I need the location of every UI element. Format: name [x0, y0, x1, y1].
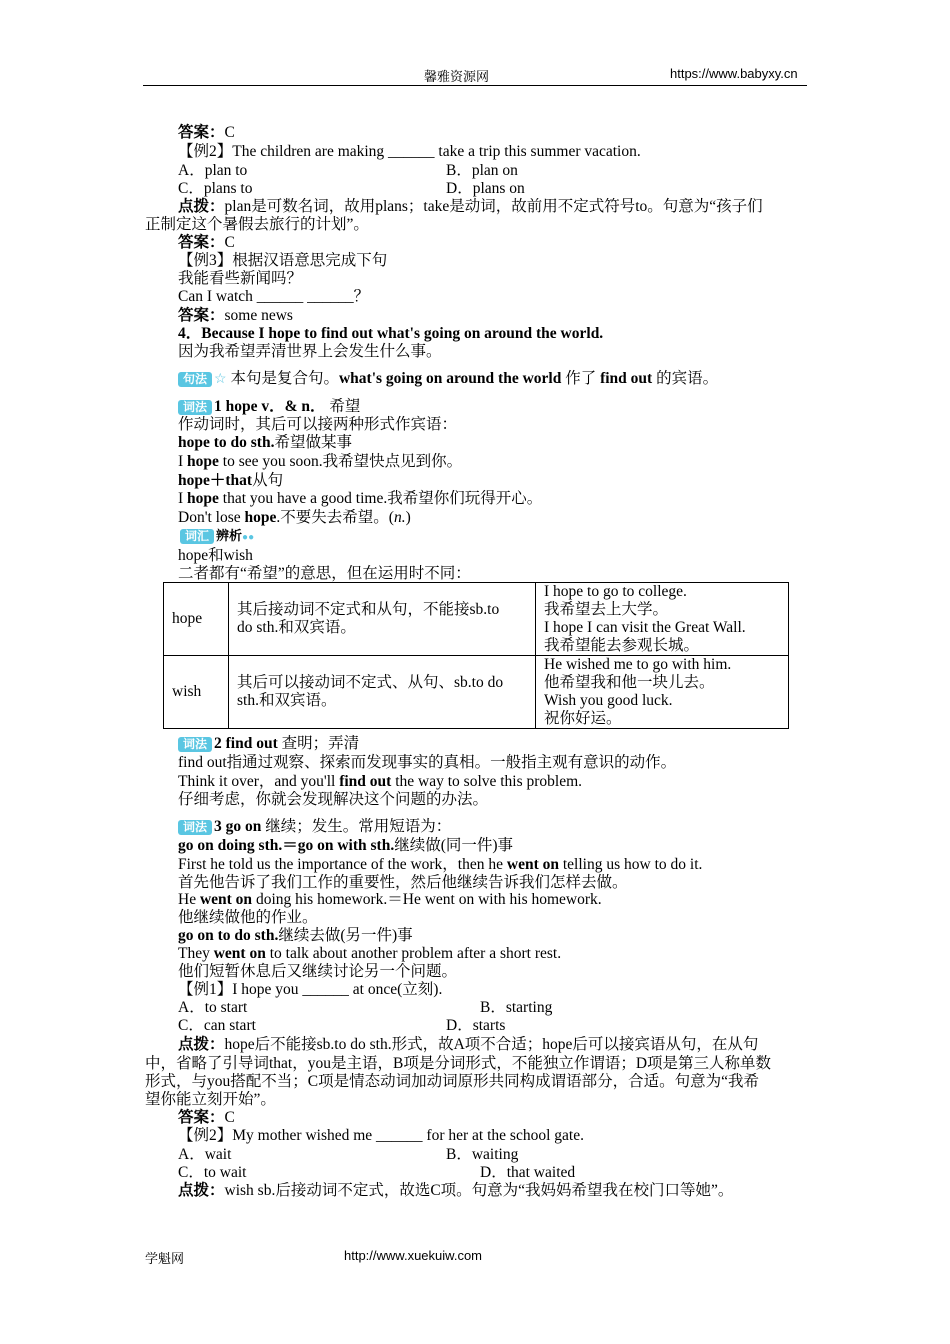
word-1-line-5: I hope that you have a good time.我希望你们玩得开心。 — [178, 490, 543, 507]
word-3-line-6: go on to do sth.继续去做(另一件)事 — [178, 927, 413, 944]
option-a: A．to start — [178, 999, 248, 1016]
option-b: B．starting — [480, 999, 553, 1016]
table-cell-description: 其后接动词不定式和从句，不能接sb.to do sth.和双宾语。 — [229, 583, 536, 656]
table-row — [164, 656, 789, 729]
footer-site-name: 学魁网 — [145, 1251, 185, 1266]
answer-line: 答案：C — [178, 124, 235, 141]
word-3-line-1: go on doing sth.＝go on with sth.继续做(同一件)事 — [178, 837, 514, 854]
tip-line-1: 点拨：hope后不能接sb.to do sth.形式，故A项不合适；hope后可以接宾语从句，在从句 — [178, 1036, 759, 1053]
word-3-line-7: They went on to talk about another problem after a short rest. — [178, 945, 562, 962]
option-d: D．starts — [446, 1017, 506, 1034]
dots-icon: ●● — [242, 532, 255, 543]
word-1-line-6: Don't lose hope.不要失去希望。(n.) — [178, 509, 411, 526]
option-a: A．plan to — [178, 162, 248, 179]
option-c: C．can start — [178, 1017, 256, 1034]
word-badge: 词法 — [178, 737, 212, 752]
answer-line: 答案：C — [178, 234, 235, 251]
option-d: D．that waited — [480, 1164, 576, 1181]
example-3-chinese: 我能看些新闻吗？ — [178, 270, 303, 287]
table-cell-word: wish — [164, 656, 229, 729]
example-2b-question: 【例2】My mother wished me ______ for her at the school gate. — [178, 1127, 584, 1144]
word-2-line-2: Think it over，and you'll find out the way to solve this problem. — [178, 773, 583, 790]
header-url[interactable]: https://www.babyxy.cn — [670, 66, 798, 81]
option-b: B．plan on — [446, 162, 518, 179]
tip-line-4: 望你能立刻开始”。 — [145, 1091, 276, 1108]
syntax-badge: 句法 — [178, 372, 212, 387]
footer-url[interactable]: http://www.xuekuiw.com — [344, 1248, 482, 1263]
word-3-line-8: 他们短暂休息后又继续讨论另一个问题。 — [178, 963, 458, 980]
word-1-line-2: hope to do sth.希望做某事 — [178, 434, 352, 451]
word-1-line-3: I hope to see you soon.我希望快点见到你。 — [178, 453, 463, 470]
option-c: C．to wait — [178, 1164, 247, 1181]
option-a: A．wait — [178, 1146, 232, 1163]
example-1-question: 【例1】I hope you ______ at once(立刻). — [178, 981, 443, 998]
header-divider — [143, 85, 807, 86]
word-3-line-4: He went on doing his homework.＝He went on with his homework. — [178, 891, 602, 908]
table-row — [164, 583, 789, 656]
word-1-line-8: 二者都有“希望”的意思，但在运用时不同： — [178, 565, 471, 582]
word-3-line-5: 他继续做他的作业。 — [178, 909, 318, 926]
example-3-english: Can I watch ______ ______？ — [178, 288, 370, 305]
tip-line-1: 点拨：wish sb.后接动词不定式，故选C项。句意为“我妈妈希望我在校门口等她”。 — [178, 1182, 734, 1199]
star-icon: ☆ — [214, 372, 227, 387]
word-3-line-2: First he told us the importance of the work，then he went on telling us how to do it. — [178, 856, 703, 873]
table-cell-description: 其后可以接动词不定式、从句、sb.to do sth.和双宾语。 — [229, 656, 536, 729]
syntax-note: 句法 ☆ 本句是复合句。what's going on around the world 作了 find out 的宾语。 — [178, 370, 718, 389]
word-badge: 词法 — [178, 820, 212, 835]
word-1-line-1: 作动词时，其后可以接两种形式作宾语： — [178, 416, 458, 433]
vocab-badge: 词汇 — [180, 529, 214, 544]
tip-line-3: 形式，与you搭配不当；C项是情态动词加动词原形共同构成谓语部分，合适。句意为“我希 — [145, 1073, 759, 1090]
word-3-heading: 词法 3 go on 继续；发生。常用短语为： — [178, 818, 451, 836]
word-3-line-3: 首先他告诉了我们工作的重要性，然后他继续告诉我们怎样去做。 — [178, 874, 628, 891]
option-d: D．plans on — [446, 180, 525, 197]
word-2-line-1: find out指通过观察、探索而发现事实的真相。一般指主观有意识的动作。 — [178, 754, 677, 771]
answer-line: 答案：some news — [178, 307, 293, 324]
tip-line-1: 点拨：plan是可数名词，故用plans；take是动词，故前用不定式符号to。句意为“孩子们 — [178, 198, 763, 215]
answer-line: 答案：C — [178, 1109, 235, 1126]
table-cell-examples: I hope to go to college. 我希望去上大学。 I hope I can visit the Great Wall. 我希望能去参观长城。 — [536, 583, 789, 656]
word-1-line-4: hope＋that从句 — [178, 472, 284, 489]
option-b: B．waiting — [446, 1146, 519, 1163]
example-2-question: 【例2】The children are making ______ take a trip this summer vacation. — [178, 143, 641, 160]
word-badge: 词法 — [178, 400, 212, 415]
option-c: C．plans to — [178, 180, 253, 197]
table-cell-word: hope — [164, 583, 229, 656]
example-3-question: 【例3】根据汉语意思完成下句 — [178, 252, 388, 269]
word-2-heading: 词法 2 find out 查明；弄清 — [178, 735, 359, 753]
comparison-table — [163, 582, 789, 729]
sentence-4-english: 4．Because I hope to find out what's going on around the world. — [178, 325, 604, 342]
tip-line-2: 中，省略了引导词that，you是主语，B项是分词形式，不能独立作谓语；D项是第三人称单数 — [145, 1055, 772, 1072]
sentence-4-chinese: 因为我希望弄清世界上会发生什么事。 — [178, 343, 442, 360]
vocab-analysis-heading: 词汇 辨析●● — [180, 527, 254, 547]
table-cell-examples: He wished me to go with him. 他希望我和他一块儿去。 Wish you good luck. 祝你好运。 — [536, 656, 789, 729]
word-1-heading: 词法 1 hope v．& n． 希望 — [178, 398, 360, 416]
tip-line-2: 正制定这个暑假去旅行的计划”。 — [145, 216, 369, 233]
word-2-line-3: 仔细考虑，你就会发现解决这个问题的办法。 — [178, 791, 489, 808]
header-site-name: 馨雅资源网 — [424, 69, 490, 84]
word-1-line-7: hope和wish — [178, 547, 253, 564]
